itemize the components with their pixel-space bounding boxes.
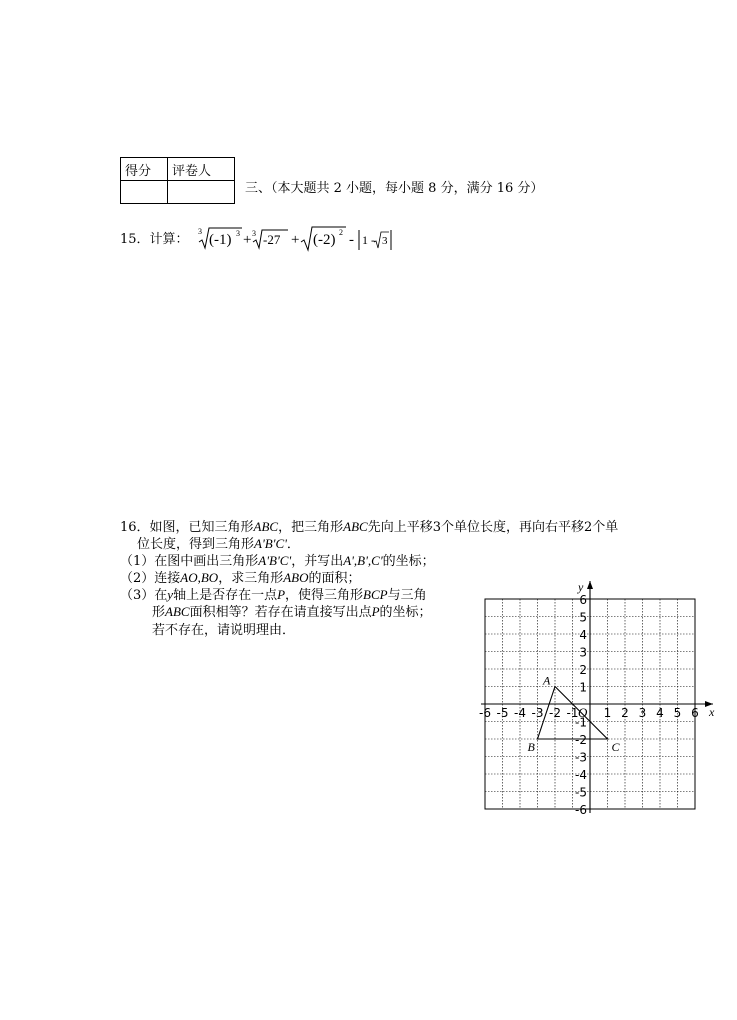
x-tick-label: -4 [514,706,526,720]
q16-text: 形 [152,605,166,620]
term-1-exp: 3 [236,229,240,238]
triangle-abc: ABC [253,519,279,534]
y-tick-label: -5 [575,785,587,800]
triangle-abc-prime: A'B'C' [254,536,287,551]
x-tick-label: -3 [531,706,544,720]
x-tick-label: -6 [479,706,491,720]
point-label-a: A [543,673,551,688]
y-axis-arrow [587,581,593,589]
y-tick-label: 6 [579,593,587,607]
q16-intro: 16．如图，已知三角形 [120,520,254,535]
q16-part3-end: 若不存在，请说明理由． [152,623,296,638]
grader-label: 评卷人 [168,158,235,181]
term-3: (-2) [313,232,336,248]
x-tick-label: 6 [691,706,699,720]
root-index-1: 3 [198,227,202,236]
q16-text: 与三角 [387,588,427,603]
y-tick-label: 3 [579,645,587,660]
x-tick-label: -5 [496,706,509,720]
triangle-abc-prime: A'B'C' [258,553,292,568]
point-p: P [277,587,286,602]
q16-text: ，求三角形 [218,571,284,586]
triangle-abc: ABC [165,604,190,619]
q15-label: 15．计算： [120,232,189,247]
x-tick-label: 1 [603,706,612,720]
point-label-b: B [527,740,535,754]
section-heading: 三、（本大题共 2 小题，每小题 8 分，满分 16 分） [245,181,544,196]
x-tick-label: 5 [673,706,682,720]
y-tick-label: -1 [575,715,587,730]
segments-ao-bo: AO,BO [180,570,219,585]
q16-text: ，把三角形 [278,520,344,535]
q16-text: 先向上平移3个单位长度，再向右平移2个单 [367,520,619,535]
term-4: 1 - [362,233,375,247]
plus-1: + [243,232,252,248]
y-tick-label: 4 [579,628,587,642]
points-prime: A',B',C' [343,553,383,568]
q16-text: （1）在图中画出三角形 [120,554,259,569]
x-tick-label: -1 [566,706,579,720]
q16-text: 面积相等？若存在请直接写出点 [189,605,372,620]
y-tick-label: 1 [579,680,587,695]
y-tick-label: -2 [575,733,587,747]
term-2: -27 [263,232,281,247]
sqrt-3-value: 3 [382,235,388,247]
origin-label: O [578,705,588,720]
y-axis-label: y [578,580,584,594]
q16-text: 的坐标； [379,605,432,620]
x-tick-label: 4 [656,706,664,720]
q16-text: 轴上是否存在一点 [173,588,278,603]
triangle-abo: ABO [283,570,309,585]
y-axis-symbol: y [167,587,174,602]
term-3-exp: 2 [339,228,343,237]
triangle-bcp: BCP [363,587,388,602]
point-p: P [371,604,380,619]
q16-text: ． [286,537,300,552]
q16-text: 的坐标； [382,554,435,569]
q16-text: 的面积； [308,571,361,586]
x-tick-label: 2 [621,706,629,720]
x-axis-label: x [709,705,715,719]
root-index-2: 3 [252,229,256,238]
y-tick-label: -6 [575,803,587,817]
triangle-abc: ABC [343,519,368,534]
score-label: 得分 [121,158,168,181]
x-tick-label: -2 [549,706,561,720]
q16-text: ，使得三角形 [285,588,364,603]
y-tick-label: -4 [575,768,587,782]
term-1: (-1) [209,232,232,248]
q16-text: （2）连接 [120,571,181,586]
y-tick-label: -3 [575,750,587,765]
q16-text: （3）在 [120,588,168,603]
q16-text: 位长度，得到三角形 [137,537,255,552]
x-tick-label: 3 [638,706,647,720]
y-tick-label: 2 [579,663,587,677]
plus-2: + [291,232,300,248]
minus: - [349,232,354,248]
point-label-c: C [611,740,620,754]
y-tick-label: 5 [579,610,587,625]
q16-text: ，并写出 [291,554,344,569]
